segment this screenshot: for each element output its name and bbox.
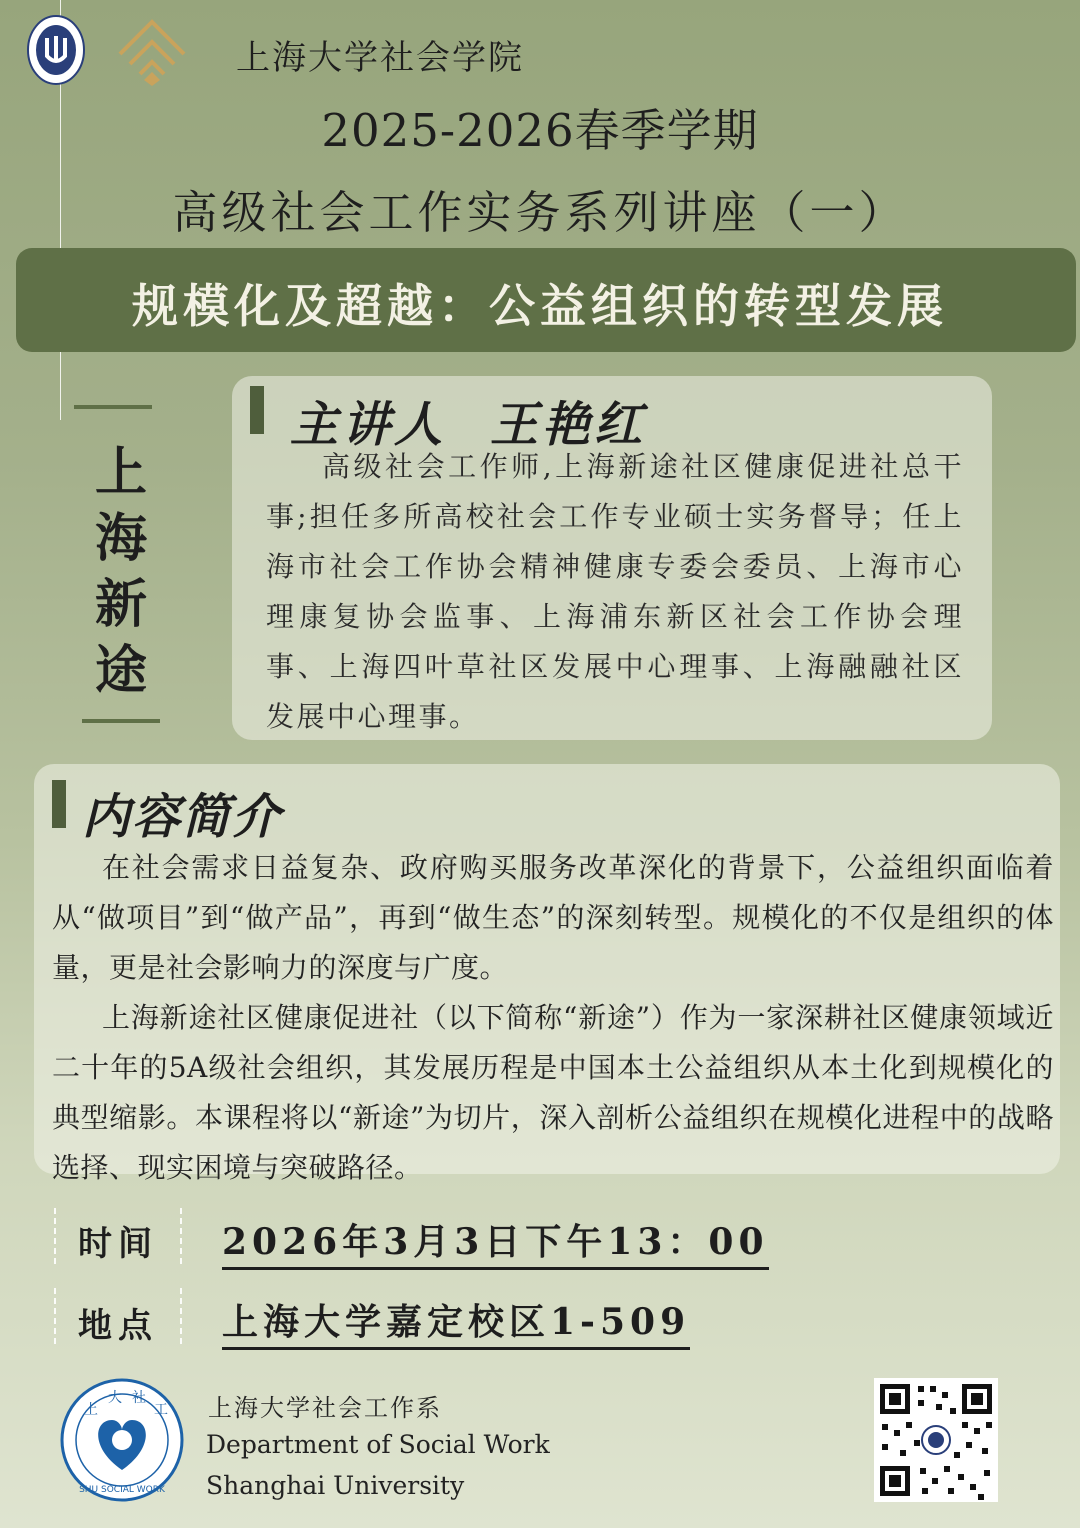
divider-bottom [82,719,160,723]
college-name: 上海大学社会学院 [236,38,524,78]
time-label: 时间 [78,1224,158,1264]
social-work-dept-logo [60,1378,184,1502]
svg-text:上: 上 [84,1402,98,1418]
section-marker [52,780,66,828]
svg-text:大: 大 [108,1390,122,1406]
shanghai-university-logo [26,14,86,86]
university-name-en: Shanghai University [206,1471,465,1500]
content-title: 内容简介 [82,789,283,845]
qr-code [874,1378,998,1502]
lecture-series-title: 高级社会工作实务系列讲座（一） [172,186,908,239]
speaker-label: 主讲人 [290,397,447,453]
lecture-title: 规模化及超越：公益组织的转型发展 [132,279,948,333]
college-emblem-icon [114,14,190,88]
divider-top [74,405,152,409]
place-value: 上海大学嘉定校区1-509 [222,1294,690,1350]
speaker-bio: 高级社会工作师,上海新途社区健康促进社总干事;担任多所高校社会工作专业硕士实务督导；任上海市社会工作协会精神健康专委会委员、上海市心理康复协会监事、上海浦东新区社会工作协会理事、上海四叶草社区发展中心理事、上海融融社区发展中心理事。 [266,450,964,733]
organization-vertical-label: 上海新途 [94,442,147,701]
svg-text:工: 工 [154,1402,168,1418]
place-label: 地点 [78,1306,158,1346]
svg-text:社: 社 [132,1390,146,1406]
content-paragraph: 在社会需求日益复杂、政府购买服务改革深化的背景下，公益组织面临着从“做项目”到“做产品”，再到“做生态”的深刻转型。规模化的不仅是组织的体量，更是社会影响力的深度与广度。 [52,851,1054,984]
department-name-en: Department of Social Work [206,1430,550,1459]
time-value: 2026年3月3日下午13：00 [222,1214,769,1270]
speaker-name: 王艳红 [490,397,647,453]
department-name-cn: 上海大学社会工作系 [208,1394,442,1422]
section-marker [250,386,264,434]
dept-logo-text: SHU SOCIAL WORK [79,1485,165,1495]
semester-title: 2025-2026春季学期 [321,104,759,157]
content-paragraph: 上海新途社区健康促进社（以下简称“新途”）作为一家深耕社区健康领域近二十年的5A级社会组织，其发展历程是中国本土公益组织从本土化到规模化的典型缩影。本课程将以“新途”为切片，深入剖析公益组织在规模化进程中的战略选择、现实困境与突破路径。 [52,1001,1054,1184]
